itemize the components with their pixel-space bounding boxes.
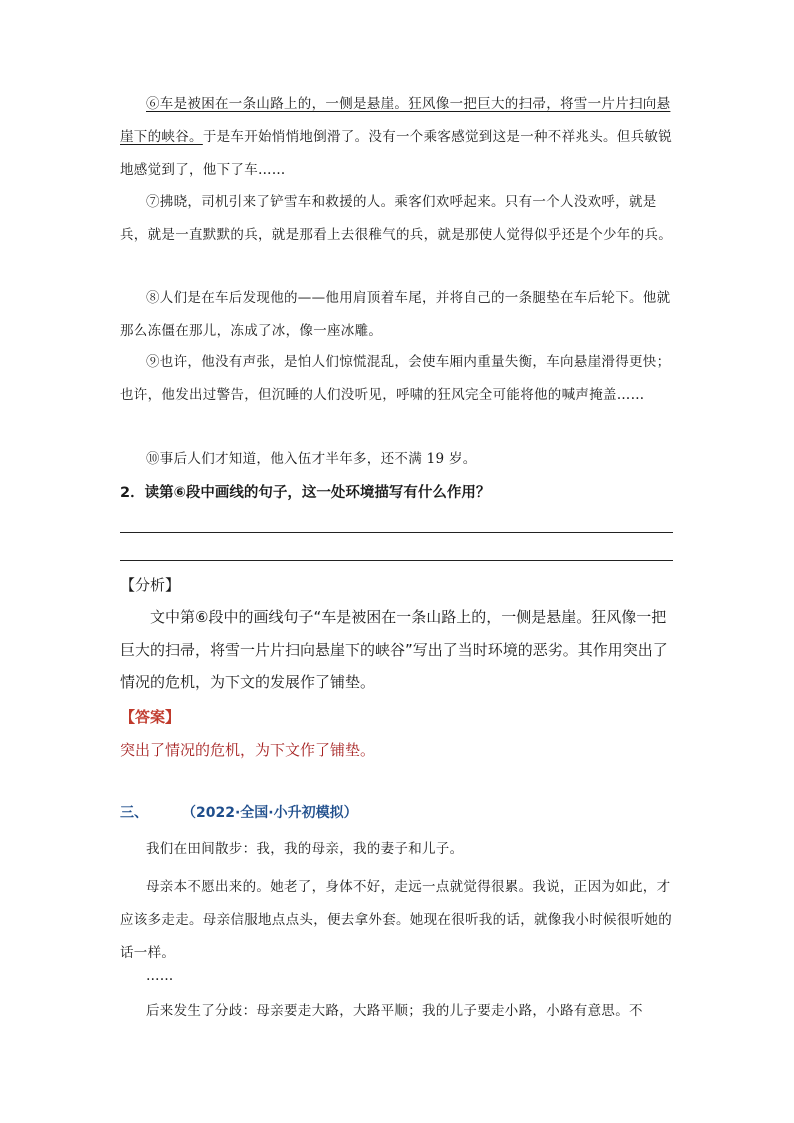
- section-3-paragraph-1: 我们在田间散步：我，我的母亲，我的妻子和儿子。: [146, 841, 464, 857]
- underlined-sentence: ⑥车是被困在一条山路上的，一侧是悬崖。狂风像一把巨大的扫帚，将雪一片片扫向悬崖下的峡谷。: [120, 96, 671, 145]
- section-source: （2022·全国·小升初模拟）: [182, 805, 358, 821]
- paragraph-10: ⑩事后人们才知道，他入伍才半年多，还不满 19 岁。: [146, 451, 477, 467]
- paragraph-6: [120, 88, 680, 187]
- paragraph-6-rest: 于是车开始悄悄地倒滑了。没有一个乘客感觉到这是一种不祥兆头。但兵敏锐地感觉到了，他下了车……: [120, 129, 673, 178]
- section-3-paragraph-2: 母亲本不愿出来的。她老了，身体不好，走远一点就觉得很累。我说，正因为如此，才应该多走走。母亲信服地点点头，便去拿外套。她现在很听我的话，就像我小时候很听她的话一样。: [120, 879, 672, 961]
- analysis-label: 【分析】: [120, 576, 181, 594]
- analysis-text: 文中第⑥段中的画线句子“车是被困在一条山路上的，一侧是悬崖。狂风像一把巨大的扫帚，将雪一片片扫向悬崖下的峡谷”写出了当时环境的恶劣。其作用突出了情况的危机，为下文的发展作了铺垫。: [120, 608, 668, 691]
- section-3-ellipsis: ……: [146, 968, 174, 984]
- section-3-paragraph-3: 后来发生了分歧：母亲要走大路，大路平顺；我的儿子要走小路，小路有意思。不: [146, 1003, 643, 1019]
- paragraph-7: ⑦拂晓，司机引来了铲雪车和救援的人。乘客们欢呼起来。只有一个人没欢呼，就是兵，就是一直默默的兵，就是那看上去很稚气的兵，就是那使人觉得似乎还是个少年的兵。: [120, 194, 672, 243]
- paragraph-9: ⑨也许，他没有声张，是怕人们惊慌混乱，会使车厢内重量失衡，车向悬崖滑得更快；也许，他发出过警告，但沉睡的人们没听见，呼啸的狂风完全可能将他的喊声掩盖……: [120, 354, 671, 403]
- section-number: 三、: [120, 805, 148, 821]
- paragraph-8: ⑧人们是在车后发现他的——他用肩顶着车尾，并将自己的一条腿垫在车后轮下。他就那么冻僵在那儿，冻成了冰，像一座冰雕。: [120, 290, 671, 339]
- answer-line-1: [120, 532, 673, 533]
- answer-label: 【答案】: [120, 708, 181, 726]
- answer-text: 突出了情况的危机，为下文作了铺垫。: [120, 741, 376, 759]
- answer-line-2: [120, 560, 673, 561]
- question-2: 2．读第⑥段中画线的句子，这一处环境描写有什么作用？: [120, 485, 491, 501]
- section-3-heading: [120, 798, 358, 828]
